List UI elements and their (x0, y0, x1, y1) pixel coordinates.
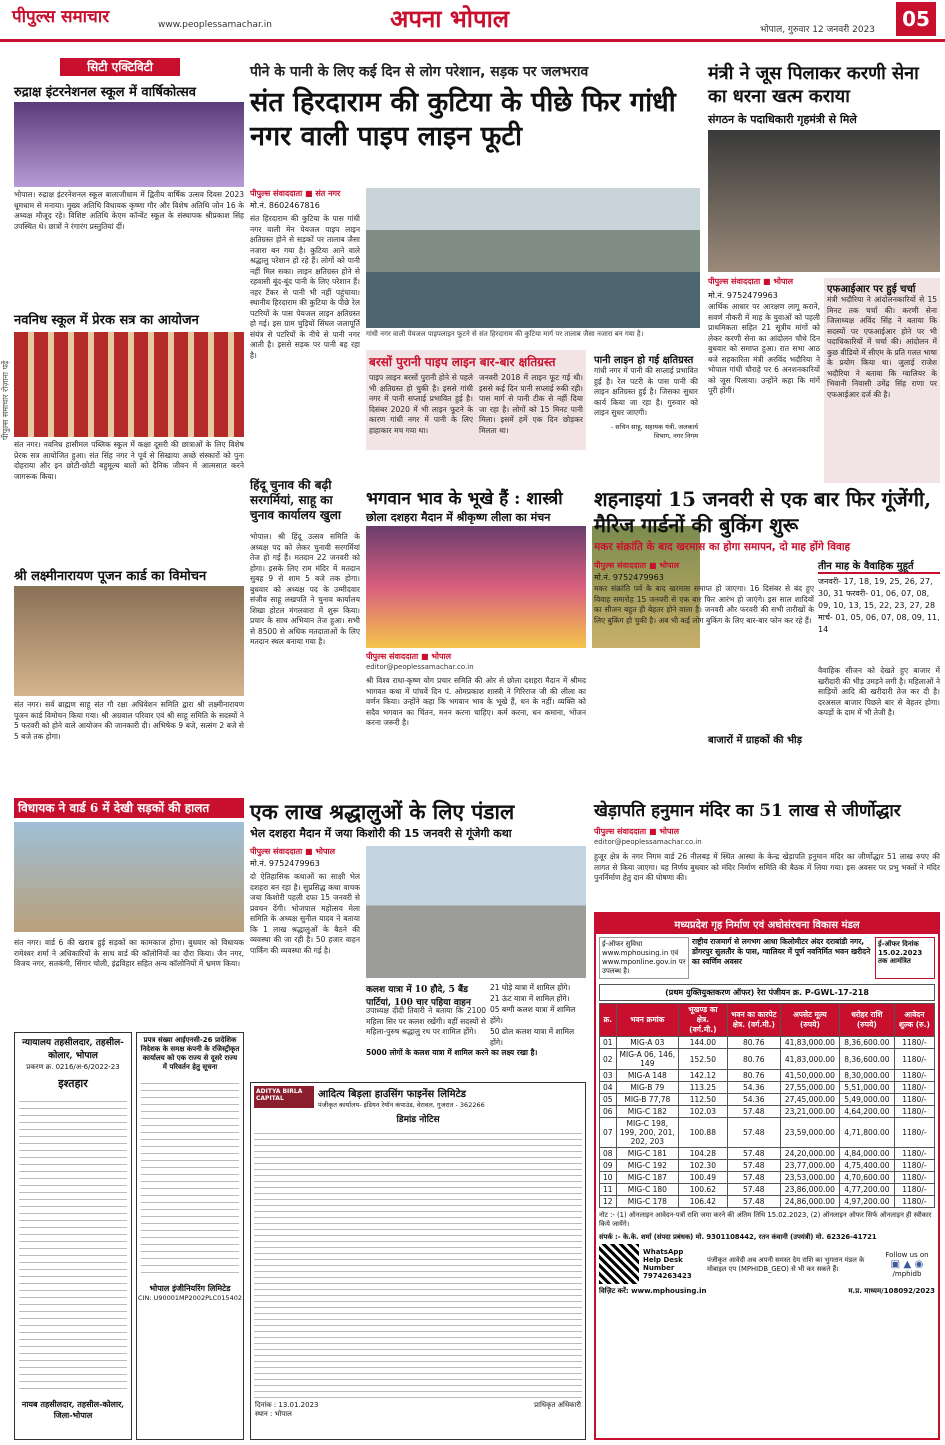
table-cell: 06 (600, 1106, 617, 1118)
navnidh-headline: नवनिध स्कूल में प्रेरक सत्र का आयोजन (14, 313, 199, 328)
pipeline-body-2: जनवरी 2018 में लाइन फूट गई थी। इससे कई दिन पानी सप्लाई रुकी रही। पास मार्ग से पानी टीक से नहीं दिया जा रहा है। लोगों को 15 मिनट पानी मिला। इसमें हमें एक दिन छोड़कर मिलता था। (479, 373, 583, 435)
aditya-notice-body (254, 1128, 582, 1398)
juice-mobile: मो.नं. 9752479963 (708, 291, 778, 300)
table-cell: 57.48 (727, 1184, 780, 1196)
table-cell: 57.48 (727, 1118, 780, 1148)
mphidb-headline: राष्ट्रीय राजमार्ग से लगभग आधा किलोमीटर अंदर दराबांडी नगर, डोंगरपुर सुलतौर के पास, ग्वालियर में पूर्ण नवनिर्मित भवन खरीदने का स्वर्णिम अवसर (692, 937, 871, 966)
table-cell: 41,83,000.00 (780, 1049, 839, 1070)
fir-headline: एफआईआर पर हुई चर्चा (827, 284, 916, 295)
follow-label: Follow us on (885, 1250, 929, 1259)
eoffer-box: ई-ऑफर सुविधा www.mphousing.in एवं www.mponline.gov.in पर उपलब्ध है। (599, 937, 689, 979)
waterlogging-photo (366, 188, 700, 328)
social-icons[interactable]: ▣ ▲ ◉ (890, 1258, 924, 1270)
main-caption: गांधी नगर वाली पेयजल पाइपलाइन फूटने से संत हिरदाराम की कुटिया मार्ग पर तालाब जैसा नजारा बन गया है। (366, 330, 644, 338)
notice-footer: नायब तहसीलदार, तहसील-कोलार, जिला-भोपाल (21, 1399, 125, 1420)
table-cell: 1180/- (894, 1184, 934, 1196)
shehnai-body: मकर संक्रांति पर्व के बाद खरमास समाप्त हो जाएगा। 16 दिसंबर से बंद हुए विवाह समारोह 15 जनवरी से एक बार फिर आरंभ हो जाएंगे। इस साल शादियों का सीजन बहुत ही बेहतर होने वाला है। जनवरी और फरवरी की सभी तारीखों के लिए बुकिंग हो चुकी है। अब भी कई लोग बुकिंग के लिए बार-बार फोन कर रहे हैं। (594, 584, 814, 625)
table-row (600, 1172, 935, 1184)
col-header: भवन का कारपेट क्षेत्र. (वर्ग.मी.) (727, 1004, 780, 1037)
official-quote-sign: - सचिन साहू, सहायक यंत्री, जलकार्य विभाग, नगर निगम (610, 423, 698, 440)
official-quote-body: गांधी नगर में पानी की सप्लाई प्रभावित हुई है। रेल पटरी के पास पानी की लाइन क्षतिग्रस्त हुई है। जिसका सुधार कार्य किया जा रहा है। गुरुवार को लाइन सुधर जाएगी। (594, 366, 698, 417)
mphidb-title: मध्यप्रदेश गृह निर्माण एवं अधोसंरचना विकास मंडल (596, 914, 938, 934)
shehnai-mobile: मो.नं. 9752479963 (594, 573, 664, 582)
kalash-body: उपाध्यक्ष दीदी तिवारी ने बताया कि 2100 महिला सिर पर कलश रखेंगी। वहीं सदस्यों से महिला-पुरुष श्रद्धालु रथ पर शामिल होंगे। (366, 1006, 486, 1036)
website-link[interactable]: www.peoplessamachar.in (158, 20, 272, 30)
table-cell: 8,36,600.00 (839, 1049, 894, 1070)
table-cell: 4,71,800.00 (839, 1118, 894, 1148)
muhurt-headline: तीन माह के वैवाहिक मुहूर्त (818, 558, 940, 574)
table-cell: 4,75,400.00 (839, 1160, 894, 1172)
main-body: संत हिरदाराम की कुटिया के पास गांधी नगर वाली मेन पेयजल पाइप लाइन क्षतिग्रस्त होने से सड़कों पर तालाब जैसा नजारा बन गया है। कुटिया आने वाले श्रद्धालु परेशान हो रहे हैं। लोगों को पानी नहीं मिल सका। लाइन क्षतिग्रस्त होने से रहवासी बूंद-बूंद पानी के लिए परेशान हैं। नहर टैंकर से पानी भी नहीं पहुंचाया। स्थानीय हिरदाराम की कुटिया के पीछे रेल पटरियों के पास पेयजल लाइन क्षतिग्रस्त हो गई। इस ग्राम चुड़ियों सिंघल जलापूर्ति संयंत्र से पटरियों के नीचे से पानी नगर आती है। इससे सड़क पर पानी बह रहा है। (250, 214, 360, 360)
table-cell: MIG-C 187 (616, 1172, 679, 1184)
table-cell: 102.30 (679, 1160, 728, 1172)
main-strapline: पीने के पानी के लिए कई दिन से लोग परेशान, सड़क पर जलभराव (250, 64, 589, 80)
mphidb-site[interactable]: विज़िट करें: www.mphousing.in (599, 1287, 707, 1295)
group-photo (14, 586, 244, 696)
hanuman-email: editor@peoplessamachar.co.in (594, 838, 702, 846)
col-header: धरोहर राशि (रुपये) (839, 1004, 894, 1037)
market-body: वैवाहिक सीजन को देखते हुए बाजार में खरीदारी की भीड़ उमड़ने लगी है। महिलाओं ने साड़ियों आदि की खरीदारी तेज कर दी है। दरअसल बाजार पिछले बार से बेहतर होगा। कपड़ों के दाम में भी तेजी है। (818, 666, 940, 717)
minister-photo (708, 130, 940, 272)
mphidb-ad (594, 912, 940, 1440)
table-cell: 113.25 (679, 1082, 728, 1094)
table-cell: MIG-A 03 (616, 1037, 679, 1049)
col-header: अपसेट मूल्य (रुपये) (780, 1004, 839, 1037)
table-row (600, 1184, 935, 1196)
table-cell: 27,45,000.00 (780, 1094, 839, 1106)
market-headline: बाजारों में ग्राहकों की भीड़ (708, 735, 802, 746)
aditya-brand-logo: ADITYA BIRLA CAPITAL (254, 1086, 314, 1108)
aditya-sign: प्राधिकृत अधिकारी (534, 1401, 581, 1409)
shehnai-headline: शहनाइयां 15 जनवरी से एक बार फिर गूंजेंगी, मैरिज गार्डनों की बुकिंग शुरू (594, 487, 932, 537)
table-cell: 1180/- (894, 1172, 934, 1184)
juice-strapline: संगठन के पदाधिकारी गृहमंत्री से मिले (708, 113, 857, 126)
table-cell: 23,86,000.00 (780, 1184, 839, 1196)
table-cell: 09 (600, 1160, 617, 1172)
lakh-byline: पीपुल्स संवाददाता ■ भोपाल (250, 847, 336, 856)
table-cell: 144.00 (679, 1037, 728, 1049)
table-cell: 80.76 (727, 1037, 780, 1049)
notice-text-block (19, 1095, 127, 1395)
table-cell: MIG-C 198, 199, 200, 201, 202, 203 (616, 1118, 679, 1148)
table-cell: 24,86,000.00 (780, 1196, 839, 1208)
table-cell: 102.03 (679, 1106, 728, 1118)
court-notice (14, 1032, 132, 1440)
table-cell: MIG-C 192 (616, 1160, 679, 1172)
table-row (600, 1070, 935, 1082)
qr-code[interactable] (599, 1244, 639, 1284)
city-activity-tag: सिटी एक्टिविटी (60, 58, 180, 76)
kalash-bullet: 21 घोड़े यात्रा में शामिल होंगे। (490, 983, 571, 992)
bhagwan-body: श्री विश्व राधा-कृष्ण योग प्रचार समिति की ओर से छोला दशहरा मैदान में श्रीमद भागवत कथा में पांचवें दिन पं. ओमप्रकाश शास्त्री ने गिरिराज जी की लीला का वर्णन किया। उन्होंने कहा कि भगवान भाव के भूखे हैं, धन के नहीं। व्यक्ति को सदैव भगवान का चिंतन, मनन करना चाहिए। कर्म करना, धन कमाना, भोजन करना जरूरी है। (366, 676, 586, 727)
main-headline: संत हिरदाराम की कुटिया के पीछे फिर गांधी नगर वाली पाइप लाइन फूटी (250, 87, 676, 152)
aditya-birla-notice (250, 1082, 586, 1440)
vidhayak-body: संत नगर। वार्ड 6 की खराब हुई सड़कों का कामकाज होगा। बुधवार को विधायक रामेश्वर शर्मा ने अधिकारियों के साथ वार्ड की कॉलोनियों का दौरा किया। जैन नगर, विजय नगर, सतकंगी, सिंगार चोली, इंद्रविहार सहित अन्य कॉलोनियों में भ्रमण किया। (14, 938, 244, 968)
table-cell: 4,84,000.00 (839, 1148, 894, 1160)
mphidb-contact: संपर्क :- के.के. शर्मा (संपदा प्रबंधक) मो. 9301108442, रतन कंवानी (उपयंत्री) मो. 62326-41721 (599, 1233, 877, 1241)
table-cell: 23,21,000.00 (780, 1106, 839, 1118)
table-cell: 100.88 (679, 1118, 728, 1148)
kalash-bullet: 50 ढोल कलश यात्रा में शामिल होंगे। (490, 1027, 575, 1047)
table-row (600, 1037, 935, 1049)
main-mobile: मो.नं. 8602467816 (250, 201, 320, 210)
company-ad-cin: CIN: U90001MP2002PLC015402 (138, 1294, 242, 1302)
table-cell: 8,36,600.00 (839, 1037, 894, 1049)
col-header: क्र. (600, 1004, 617, 1037)
table-cell: 104.28 (679, 1148, 728, 1160)
official-quote (592, 350, 700, 450)
krishna-leela-photo (366, 526, 586, 648)
scheme-line: (प्रथम युक्तियुक्तकरण ऑफर) रेरा पंजीयन क्र. P-GWL-17-218 (599, 984, 935, 1001)
table-cell: 80.76 (727, 1070, 780, 1082)
hanuman-headline: खेड़ापति हनुमान मंदिर का 51 लाख से जीर्णोद्धार (594, 801, 901, 821)
juice-headline: मंत्री ने जूस पिलाकर करणी सेना का धरना खत्म कराया (708, 63, 919, 107)
table-row (600, 1094, 935, 1106)
aditya-date: दिनांक : 13.01.2023 (255, 1401, 319, 1409)
table-cell: 23,53,000.00 (780, 1172, 839, 1184)
shehnai-strapline: मकर संक्रांति के बाद खरमास का होगा समापन, दो माह होंगे विवाह (594, 541, 851, 553)
table-cell: 27,55,000.00 (780, 1082, 839, 1094)
kalash-headline: कलश यात्रा में 10 हौदे, 5 बैंड पार्टियां, 100 चार पहिया वाहन (366, 985, 471, 1008)
table-cell: 1180/- (894, 1106, 934, 1118)
shehnai-byline: पीपुल्स संवाददाता ■ भोपाल (594, 561, 680, 570)
table-cell: 1180/- (894, 1118, 934, 1148)
mphidb-note: नोट :- (1) ऑनलाइन आवेदन-पत्रों राशि जमा करने की अंतिम तिथि 15.02.2023, (2) ऑनलाइन ऑफर सिर्फ ऑनलाइन ही स्वीकार किये जायेंगे। (599, 1211, 932, 1228)
mphidb-code: म.प्र. माध्यम/108092/2023 (848, 1287, 935, 1295)
whatsapp-helpdesk: WhatsApp Help Desk Number 7974263423 (643, 1248, 692, 1280)
table-cell: 03 (600, 1070, 617, 1082)
table-cell: 4,77,200.00 (839, 1184, 894, 1196)
table-row (600, 1049, 935, 1070)
table-cell: 112.50 (679, 1094, 728, 1106)
table-cell: 02 (600, 1049, 617, 1070)
table-cell: 8,30,000.00 (839, 1070, 894, 1082)
col-header: भूखण्ड का क्षेत्र. (वर्ग.मी.) (679, 1004, 728, 1037)
col-header: भवन क्रमांक (616, 1004, 679, 1037)
road-visit-photo (14, 822, 244, 932)
table-cell: 54.36 (727, 1082, 780, 1094)
page-number: 05 (896, 2, 936, 36)
table-cell: 24,20,000.00 (780, 1148, 839, 1160)
table-cell: 23,59,000.00 (780, 1118, 839, 1148)
table-cell: 4,97,200.00 (839, 1196, 894, 1208)
table-cell: 57.48 (727, 1172, 780, 1184)
table-cell: MIG-C 178 (616, 1196, 679, 1208)
last-date-box: ई-ऑफर दिनांक 15.02.2023 तक आमंत्रित (875, 937, 935, 979)
bhagwan-email: editor@peoplessamachar.co.in (366, 663, 474, 671)
table-cell: 10 (600, 1172, 617, 1184)
company-ad-name: भोपाल इंजीनियरिंग लिमिटेड (149, 1284, 231, 1293)
table-cell: 57.48 (727, 1160, 780, 1172)
table-cell: 23,77,000.00 (780, 1160, 839, 1172)
hindu-body: भोपाल। श्री हिंदू उत्सव समिति के अध्यक्ष पद को लेकर चुनावी सरगर्मियां तेज हो गई हैं। मतदान 22 जनवरी को होगा। इसके लिए राम मंदिर में मतदान सुबह 9 से शाम 5 बजे तक होगा। बुधवार को अध्यक्ष पद के उम्मीदवार संजीव साहू लखपति ने चुनाव कार्यालय शिखा होटल मंगलवारा में शुरू किया। प्रचार के साथ अभियान तेज हुआ। सभी से 8500 से अधिक मतदाताओं के लिए मतदान स्थल बनाया गया है। (250, 532, 360, 646)
table-row (600, 1196, 935, 1208)
section-title: अपना भोपाल (390, 4, 510, 33)
table-row (600, 1160, 935, 1172)
table-row (600, 1106, 935, 1118)
table-cell: MIG-A 148 (616, 1070, 679, 1082)
table-cell: 152.50 (679, 1049, 728, 1070)
newspaper-logo: पीपुल्स समाचार (12, 7, 110, 27)
table-cell: 57.48 (727, 1106, 780, 1118)
table-cell: 1180/- (894, 1196, 934, 1208)
table-cell: 57.48 (727, 1148, 780, 1160)
official-quote-title: पानी लाइन हो गई क्षतिग्रस्त (594, 355, 694, 366)
table-cell: 1180/- (894, 1148, 934, 1160)
table-cell: 1180/- (894, 1094, 934, 1106)
table-cell: MIG-A 06, 146, 149 (616, 1049, 679, 1070)
table-cell: MIG-B 77,78 (616, 1094, 679, 1106)
hanuman-byline: पीपुल्स संवाददाता ■ भोपाल (594, 827, 680, 836)
table-cell: 1180/- (894, 1070, 934, 1082)
social-box (879, 1251, 935, 1278)
table-cell: 41,83,000.00 (780, 1037, 839, 1049)
lakh-strapline: भेल दशहरा मैदान में जया किशोरी की 15 जनवरी से गूंजेगी कथा (250, 827, 512, 840)
lakh-headline: एक लाख श्रद्धालुओं के लिए पंडाल (250, 799, 515, 824)
table-cell: 4,70,600.00 (839, 1172, 894, 1184)
table-cell: 1180/- (894, 1082, 934, 1094)
pipeline-body-1: पाइप लाइन बरसों पुरानी होने से पहले भी क्षतिग्रस्त हो चुकी है। इससे गांधी नगर में पानी सप्लाई प्रभावित हुई है। दिसंबर 2020 में भी लाइन फूटने के कारण गांधी नगर में पानी के लिए हाहाकार मच गया था। (369, 373, 473, 435)
rudraksh-body: भोपाल। रुद्राक्ष इंटरनेशनल स्कूल बालाजीधाम में द्वितीय वार्षिक उत्सव दिवस 2023 धूमधाम से मनाया। मुख्य अतिथि विधायक कृष्णा गौर और विशेष अतिथि जोन 16 के अध्यक्ष मौजूद रहे। विशिष्ट अतिथि केएम कॉन्वेंट स्कूल के संस्थापक श्रीप्रकाश सिंह उपस्थित थे। छात्रों ने रंगारंग प्रस्तुतियां दीं। (14, 190, 244, 231)
kalash-bullet: 21 ऊंट यात्रा में शामिल होंगे। (490, 994, 570, 1003)
company-ad-text: प्रपत्र संख्या आईएनसी-26 प्रादेशिक निदेशक के समक्ष कंपनी के रजिस्ट्रीकृत कार्यालय को एक राज्य से दूसरे राज्य में परिवर्तन हेतु सूचना (140, 1036, 240, 1071)
table-row (600, 1118, 935, 1148)
table-cell: 57.48 (727, 1196, 780, 1208)
table-cell: 01 (600, 1037, 617, 1049)
bhagwan-strapline: छोला दशहरा मैदान में श्रीकृष्ण लीला का मंचन (366, 511, 551, 524)
table-cell: 08 (600, 1148, 617, 1160)
table-cell: MIG-C 180 (616, 1184, 679, 1196)
laxmi-headline: श्री लक्ष्मीनारायण पूजन कार्ड का विमोचन (14, 569, 207, 584)
table-cell: MIG-C 181 (616, 1148, 679, 1160)
table-cell: 1180/- (894, 1037, 934, 1049)
table-row (600, 1148, 935, 1160)
table-cell: 5,49,000.00 (839, 1094, 894, 1106)
col-header: आवेदन शुल्क (रु.) (894, 1004, 934, 1037)
table-cell: 100.62 (679, 1184, 728, 1196)
hindu-headline: हिंदू चुनाव की बढ़ी सरगर्मियां, साहू का चुनाव कार्यालय खुला (250, 478, 341, 522)
kalash-target: 5000 लोगों के कलश यात्रा में शामिल करने का लक्ष्य रखा है। (366, 1048, 538, 1057)
housing-table (599, 1003, 935, 1208)
table-cell: 11 (600, 1184, 617, 1196)
table-cell: 142.12 (679, 1070, 728, 1082)
lakh-mobile: मो.नं. 9752479963 (250, 859, 320, 868)
fir-box (824, 278, 940, 483)
table-cell: 5,51,000.00 (839, 1082, 894, 1094)
table-cell: 4,64,200.00 (839, 1106, 894, 1118)
company-ad (136, 1032, 244, 1440)
aditya-sub: पंजीकृत कार्यालय- इंडियन रेयॉन कंपाउंड, वेरावल, गुजरात - 362266 (318, 1101, 485, 1109)
lakh-body: दो ऐतिहासिक कथाओं का साक्षी भेल दशहरा बन रहा है। सुप्रसिद्ध कथा वाचक जया किशोरी पहली दफा 15 जनवरी से प्रवचन देंगी। भोजपाल महोत्सव मेला समिति के अध्यक्ष सुनील यादव ने बताया कि 1 लाख श्रद्धालुओं के बैठने की व्यवस्था की जा रही है। 50 हजार वाहन पार्किंग की व्यवस्था की गई है। (250, 872, 360, 955)
court-name: न्यायालय तहसीलदार, तहसील-कोलार, भोपाल (22, 1038, 124, 1061)
vidhayak-headline: विधायक ने वार्ड 6 में देखी सड़कों की हालत (14, 798, 244, 818)
table-cell: 04 (600, 1082, 617, 1094)
table-row (600, 1082, 935, 1094)
main-byline: पीपुल्स संवाददाता ■ संत नगर (250, 189, 341, 198)
table-cell: MIG-B 79 (616, 1082, 679, 1094)
kalash-bullet: 05 बग्गी कलश यात्रा में शामिल होंगे। (490, 1005, 576, 1025)
muhurt-dates: जनवरी- 17, 18, 19, 25, 26, 27, 30, 31 फरवरी- 01, 06, 07, 08, 09, 10, 13, 15, 22, 23, 27, 28 मार्च- 01, 05, 06, 07, 08, 09, 11, 14 (818, 577, 940, 634)
juice-byline: पीपुल्स संवाददाता ■ भोपाल (708, 277, 794, 286)
table-cell: 80.76 (727, 1049, 780, 1070)
table-cell: 100.49 (679, 1172, 728, 1184)
fir-body: मंत्री भदौरिया ने आंदोलनकारियों से 15 मिनट तक चर्चा की। करणी सेना जिलाध्यक्ष अविंद सिंह ने बताया कि सदस्यों पर एफआईआर होने पर भी पदाधिकारियों में चर्चा की। आंदोलन में कुछ वीडियो में सीएम के प्रति गलत भाषा के प्रयोग किया था। जुलाई राजेश भदौरिया ने बताया कि ग्वालियर के भिवानी निवासी उमेंद्र सिंह राणा पर एफआईआर दर्ज की है। (827, 295, 937, 399)
laxmi-body: संत नगर। सर्व ब्राह्मण साहू संत गौ रक्षा अधिवेशन समिति द्वारा श्री लक्ष्मीनारायण पूजन कार्ड विमोचन किया गया। श्री अग्रवाल परिवार एवं श्री साहू समिति के सदस्यों ने 5 फरवरी को होने वाले आयोजन की जानकारी दी। अभिषेक 9 बजे, सत्संग 2 बजे से 5 बजे तक होगा। (14, 700, 244, 741)
table-cell: 1180/- (894, 1049, 934, 1070)
table-cell: 07 (600, 1118, 617, 1148)
table-cell: 12 (600, 1196, 617, 1208)
stage-photo (14, 102, 244, 187)
bhagwan-headline: भगवान भाव के भूखे हैं : शास्त्री (366, 489, 563, 509)
hanuman-body: हुजूर क्षेत्र के नगर निगम वार्ड 26 नीलबड़ में स्थित आस्था के केन्द्र खेड़ापति हनुमान मंदिर का जीर्णोद्धार 51 लाख रुपए की लागत से किया जाएगा। यह निर्णय बुधवार को मंदिर निर्माण समिति की बैठक में लिया गया। इस अवसर पर प्रभु भक्तों ने मंदिर पुनर्निर्माण हेतु दान की घोषणा की। (594, 852, 940, 882)
bhagwan-byline: पीपुल्स संवाददाता ■ भोपाल (366, 652, 452, 661)
issue-date: भोपाल, गुरुवार 12 जनवरी 2023 (760, 25, 876, 35)
rudraksh-headline: रुद्राक्ष इंटरनेशनल स्कूल में वार्षिकोत्सव (14, 85, 196, 100)
pipeline-headline: बरसों पुरानी पाइप लाइन बार-बार क्षतिग्रस्त (369, 355, 556, 369)
muhurt-box (818, 558, 940, 658)
table-cell: 05 (600, 1094, 617, 1106)
aditya-place: स्थान : भोपाल (255, 1410, 292, 1418)
pandal-photo (366, 846, 586, 978)
mphidb-help-text: पंजीकृत आवेदी अब अपनी समस्त देय राशि का भुगतान मंडल के मोबाइल एप (MPHIDB_GEO) से भी कर सकते हैं। (707, 1256, 865, 1273)
juice-body: आर्थिक आधार पर आरक्षण लागू कराने, सवर्ण नौकरी में माह के युवाओं को पहली प्राथमिकता सहित 21 सूत्रीय मांगों को लेकर करणी सेना का आंदोलन चौथे दिन बुधवार को समाप्त हुआ। रात सभा आठ बजे सहकारिता मंत्री अरविंद भदौरिया ने भोपाल गांधी चौराहे पर 6 अनशनकारियों को जूस पिलाया। उन्होंने कहा कि मांगें पूरी होंगी। (708, 302, 820, 395)
notice-heading: इश्तहार (58, 1077, 88, 1090)
navnidh-body: संत नगर। नवनिध हासीमल पब्लिक स्कूल में कक्षा दूसरी की छात्राओं के लिए विशेष प्रेरक सत्र आयोजित हुआ। संत सिंह नगर ने पूर्व से सिखाया अच्छे संस्कारों को पुनः दोहराया और इन छोटी-छोटी बहुमूल्य बातों को दैनिक जीवन में आत्मसात करने जागरूक किया। (14, 440, 244, 481)
table-cell: MIG-C 182 (616, 1106, 679, 1118)
social-handle[interactable]: /mphidb (892, 1269, 922, 1278)
pipeline-box (366, 350, 586, 450)
aditya-notice-title: डिमांड नोटिस (396, 1115, 440, 1125)
table-cell: 54.36 (727, 1094, 780, 1106)
case-number: प्रकरण क्र. 0216/अ-6/2022-23 (26, 1063, 120, 1071)
table-cell: 41,50,000.00 (780, 1070, 839, 1082)
students-photo (14, 332, 244, 437)
side-label: पीपुल्स समाचार रोज़ाना पढ़ें (1, 360, 10, 440)
aditya-title: आदित्य बिड़ला हाउसिंग फाइनेंस लिमिटेड (318, 1089, 466, 1100)
table-cell: 1180/- (894, 1160, 934, 1172)
table-cell: 106.42 (679, 1196, 728, 1208)
kalash-bullets (490, 982, 586, 1048)
company-ad-body (141, 1077, 239, 1277)
